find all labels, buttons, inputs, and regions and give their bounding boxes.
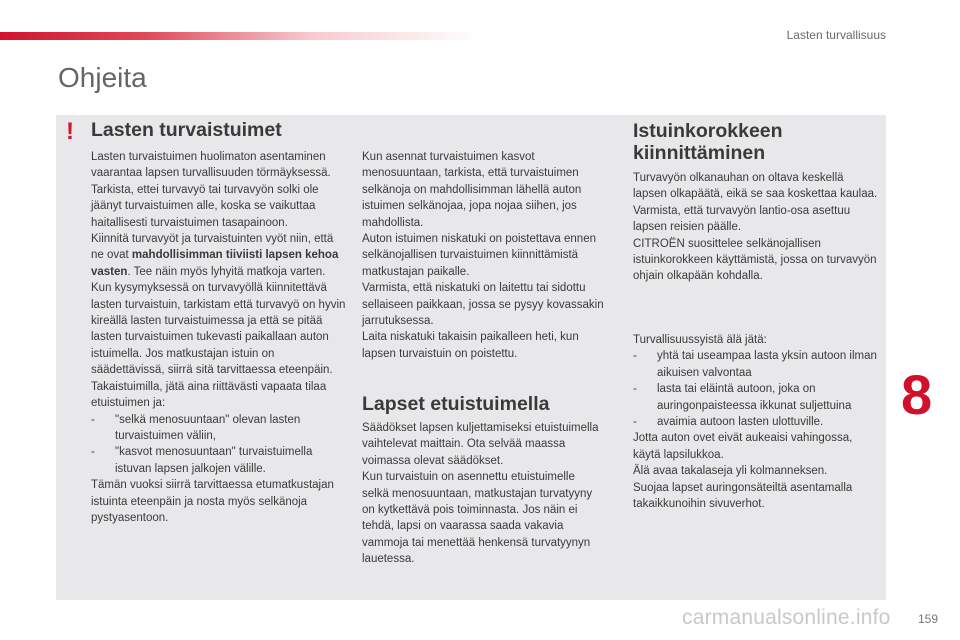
- paragraph: Tarkista, ettei turvavyö tai turvavyön solki ole jäänyt turvaistuimen alle, koska se vaikuttaa haitallisesti turvaistuimen tasapainoon.: [91, 183, 319, 229]
- paragraph: Kiinnitä turvavyöt ja turvaistuinten vyöt niin, että ne ovat mahdollisimman tiiviisti lapsen kehoa vasten. Tee näin myös lyhyitä matkoja varten.: [91, 233, 339, 278]
- watermark: carmanualsonline.info: [682, 606, 891, 629]
- paragraph: Lasten turvaistuimen huolimaton asentaminen vaarantaa lapsen turvallisuuden törmäyksessä.: [91, 151, 331, 180]
- column-safety-tips: [633, 332, 878, 512]
- list-item: - "kasvot menosuuntaan" turvaistuimella istuvan lapsen jalkojen välille.: [91, 446, 313, 475]
- exclamation-icon: !: [66, 118, 74, 145]
- paragraph: Jotta auton ovet eivät aukeaisi vahingossa, käytä lapsilukkoa.: [633, 432, 853, 461]
- paragraph: Tämän vuoksi siirrä tarvittaessa etumatkustajan istuinta eteenpäin ja nosta myös selkänoja pystyasentoon.: [91, 479, 334, 524]
- paragraph: Takaistuimilla, jätä aina riittävästi vapaata tilaa etuistuimen ja:: [91, 380, 327, 410]
- list-item: - yhtä tai useampaa lasta yksin autoon ilman aikuisen valvontaa: [633, 350, 877, 379]
- paragraph: Varmista, että niskatuki on laitettu tai sidottu sellaiseen paikkaan, jossa se pysyy kovassakin jarrutuksessa.: [362, 282, 604, 328]
- column-booster-seat: [633, 170, 878, 285]
- page-heading: Ohjeita: [58, 62, 147, 93]
- paragraph: Turvavyön olkanauhan on oltava keskellä lapsen olkapäätä, eikä se saa koskettaa kaulaa.: [633, 172, 878, 201]
- page-number: 159: [917, 612, 938, 626]
- paragraph: Suojaa lapset auringonsäteiltä asentamalla takaikkunoihin sivuverhot.: [633, 481, 853, 511]
- list-item: - avaimia autoon lasten ulottuville.: [633, 416, 824, 429]
- header-accent-stripe: [0, 32, 480, 40]
- paragraph: Turvallisuussyistä älä jätä:: [633, 334, 767, 346]
- list-item: - "selkä menosuuntaan" olevan lasten turvaistuimen väliin,: [91, 413, 301, 442]
- paragraph: Laita niskatuki takaisin paikalleen heti, kun lapsen turvaistuin on poistettu.: [362, 331, 579, 360]
- column-seat-installation: [362, 149, 604, 362]
- bold-emphasis: mahdollisimman tiiviisti lapsen kehoa vasten: [91, 249, 339, 278]
- paragraph: Kun kysymyksessä on turvavyöllä kiinnitettävä lasten turvaistuin, tarkistam että turvavyö on hyvin kireällä lasten turvaistuimessa ja että se pitää lasten turvaistuimen tukevasti paikallaan auton istuimella. Jos matkustajan istuin on säädettävissä, siirrä sitä tarvittaessa eteenpäin.: [91, 282, 346, 377]
- paragraph: Kun asennat turvaistuimen kasvot menosuuntaan, tarkista, että turvaistuimen selkänoja on mahdollisimman lähellä auton istuimen selkänojaa, jopa nojaa siihen, jos mahdollista.: [362, 151, 582, 229]
- section-heading-child-seats: Lasten turvaistuimet: [91, 119, 282, 141]
- column-child-seats: [91, 149, 347, 526]
- chapter-number: 8: [901, 363, 933, 426]
- section-title: Lasten turvallisuus: [786, 28, 886, 42]
- paragraph: Varmista, että turvavyön lantio-osa asettuu lapsen reisien päälle.: [633, 204, 851, 234]
- paragraph: Auton istuimen niskatuki on poistettava ennen selkänojallisen turvaistuimen kiinnittämistä matkustajan paikalle.: [362, 233, 596, 278]
- paragraph: Älä avaa takalaseja yli kolmanneksen.: [633, 465, 828, 478]
- list-item: - lasta tai eläintä autoon, joka on auringonpaisteessa ikkunat suljettuina: [633, 383, 852, 412]
- paragraph: Kun turvaistuin on asennettu etuistuimelle selkä menosuuntaan, matkustajan turvatyyny on kytkettävä pois toiminnasta. Jos näin ei tehdä, lapsi on vaarassa saada vakavia vammoja tai menettää henkensä turvatyynyn lauetessa.: [362, 471, 593, 566]
- paragraph: CITROËN suosittelee selkänojallisen istuinkorokkeen käyttämistä, jossa on turvavyön ohjain olkapään kohdalla.: [633, 237, 877, 283]
- column-front-seat: [362, 420, 604, 568]
- paragraph: Säädökset lapsen kuljettamiseksi etuistuimella vaihtelevat maittain. Ota selvää maassa voimassa olevat säädökset.: [362, 422, 599, 467]
- section-heading-front-seat: Lapset etuistuimella: [362, 393, 550, 415]
- section-heading-booster-seat: Istuinkorokkeen kiinnittäminen: [633, 120, 783, 164]
